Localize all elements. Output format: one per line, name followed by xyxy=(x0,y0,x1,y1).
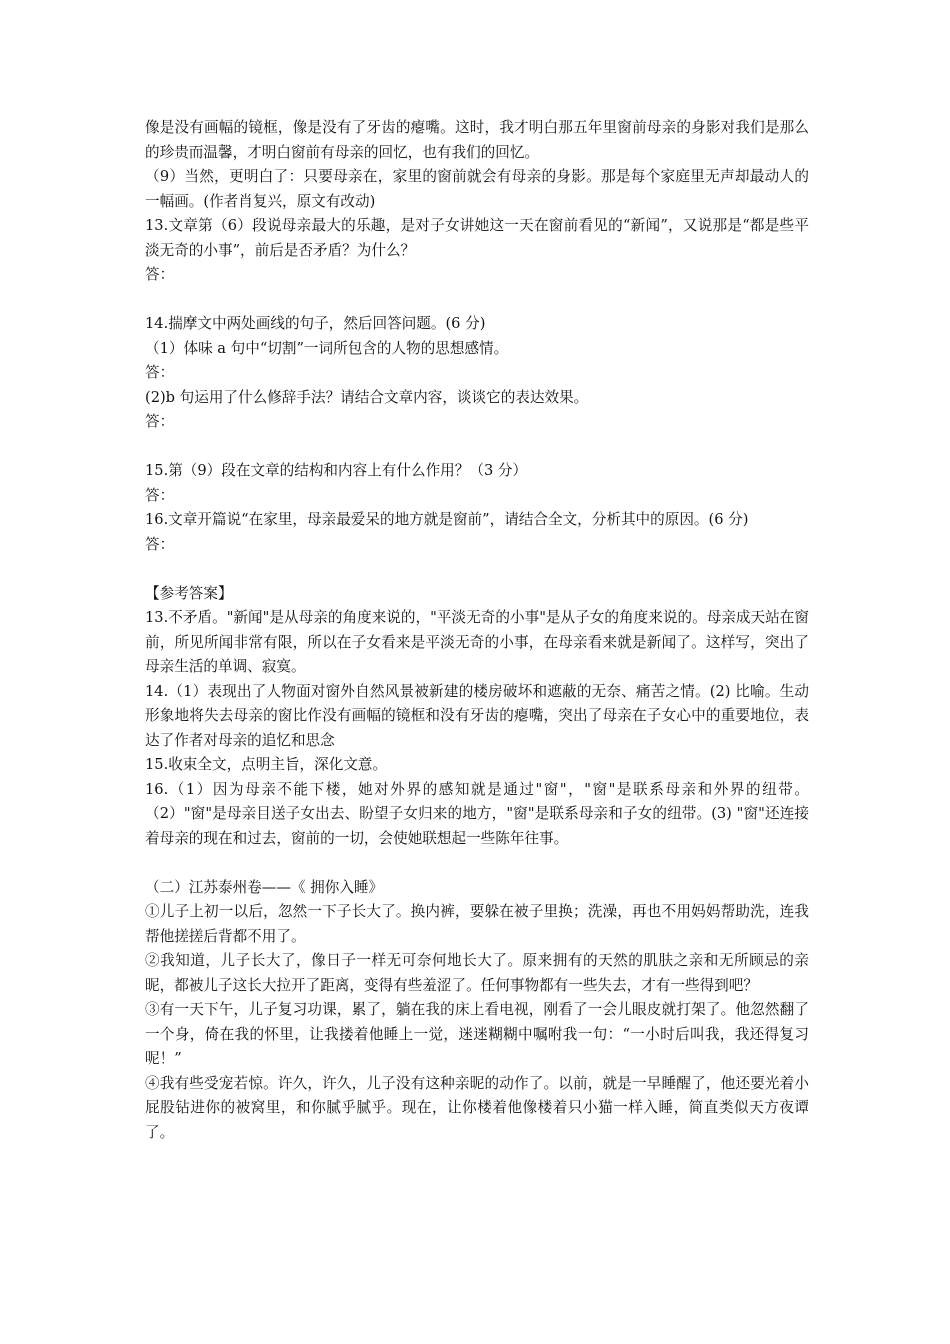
answer-14: 14.（1）表现出了人物面对窗外自然风景被新建的楼房破坏和遮蔽的无奈、痛苦之情。(2) 比喻。生动形象地将失去母亲的窗比作没有画幅的镜框和没有牙齿的瘪嘴，突出了母亲在子女心中的重要地位，表达了作者对母亲的追忆和思念 xyxy=(145,682,809,749)
blank-line xyxy=(145,851,809,876)
answer-label: 答： xyxy=(145,413,175,430)
answer-15: 15.收束全文，点明主旨，深化文意。 xyxy=(145,756,388,773)
story-paragraph-4: ④我有些受宠若惊。许久，许久，儿子没有这种亲昵的动作了。以前，就是一早睡醒了，他还要光着小屁股钻进你的被窝里，和你腻乎腻乎。现在，让你楼着他像楼着只小猫一样入睡，简直类似天方夜谭了。 xyxy=(145,1074,809,1141)
blank-line xyxy=(145,557,809,582)
question-14: 14.揣摩文中两处画线的句子，然后回答问题。(6 分) xyxy=(145,315,486,332)
question-16: 16.文章开篇说“在家里，母亲最爱呆的地方就是窗前”，请结合全文，分析其中的原因。(6 分) xyxy=(145,511,749,528)
document-page xyxy=(145,116,809,1145)
question-15: 15.第（9）段在文章的结构和内容上有什么作用？（3 分） xyxy=(145,462,528,479)
question-13: 13.文章第（6）段说母亲最大的乐趣，是对子女讲她这一天在窗前看见的“新闻”，又说那是“都是些平淡无奇的小事”，前后是否矛盾？为什么？ xyxy=(145,217,809,259)
blank-line xyxy=(145,435,809,460)
section-title: （二）江苏泰州卷——《 拥你入睡》 xyxy=(145,878,384,896)
story-paragraph-3: ③有一天下午，儿子复习功课，累了，躺在我的床上看电视，刚看了一会儿眼皮就打架了。他忽然翻了一个身，倚在我的怀里，让我搂着他睡上一觉，迷迷糊糊中嘱咐我一句：“一小时后叫我，我还得复习呢！” xyxy=(145,1001,809,1067)
story-paragraph-1: ①儿子上初一以后，忽然一下子长大了。换内裤，要躲在被子里换；洗澡，再也不用妈妈帮助洗，连我帮他搓搓后背都不用了。 xyxy=(145,903,809,945)
answer-16: 16.（1）因为母亲不能下楼，她对外界的感知就是通过"窗"，"窗"是联系母亲和外界的纽带。（2）"窗"是母亲目送子女出去、盼望子女归来的地方，"窗"是联系母亲和子女的纽带。(3) "窗"还连接着母亲的现在和过去，窗前的一切，会使她联想起一些陈年往事。 xyxy=(145,780,809,847)
answer-label: 答： xyxy=(145,266,175,283)
reference-answers-heading: 【参考答案】 xyxy=(145,584,233,602)
paragraph: （9）当然，更明白了：只要母亲在，家里的窗前就会有母亲的身影。那是每个家庭里无声却最动人的一幅画。(作者肖复兴，原文有改动) xyxy=(145,168,809,210)
answer-label: 答： xyxy=(145,364,175,381)
question-14-part-2: (2)b 句运用了什么修辞手法？请结合文章内容，谈谈它的表达效果。 xyxy=(145,388,589,406)
story-paragraph-2: ②我知道，儿子长大了，像日子一样无可奈何地长大了。原来拥有的天然的肌肤之亲和无所顾忌的亲昵，都被儿子这长大拉开了距离，变得有些羞涩了。任何事物都有一些失去，才有一些得到吧？ xyxy=(145,952,809,994)
question-14-part-1: （1）体味 a 句中“切割”一词所包含的人物的思想感情。 xyxy=(145,339,509,357)
answer-label: 答： xyxy=(145,486,175,504)
blank-line xyxy=(145,288,809,313)
paragraph: 像是没有画幅的镜框，像是没有了牙齿的瘪嘴。这时，我才明白那五年里窗前母亲的身影对我们是那么的珍贵而温馨，才明白窗前有母亲的回忆，也有我们的回忆。 xyxy=(145,119,809,161)
answer-13: 13.不矛盾。"新闻"是从母亲的角度来说的，"平淡无奇的小事"是从子女的角度来说的。母亲成天站在窗前，所见所闻非常有限，所以在子女看来是平淡无奇的小事，在母亲看来就是新闻了。这样写，突出了母亲生活的单调、寂寞。 xyxy=(145,609,809,675)
answer-label: 答： xyxy=(145,535,175,553)
